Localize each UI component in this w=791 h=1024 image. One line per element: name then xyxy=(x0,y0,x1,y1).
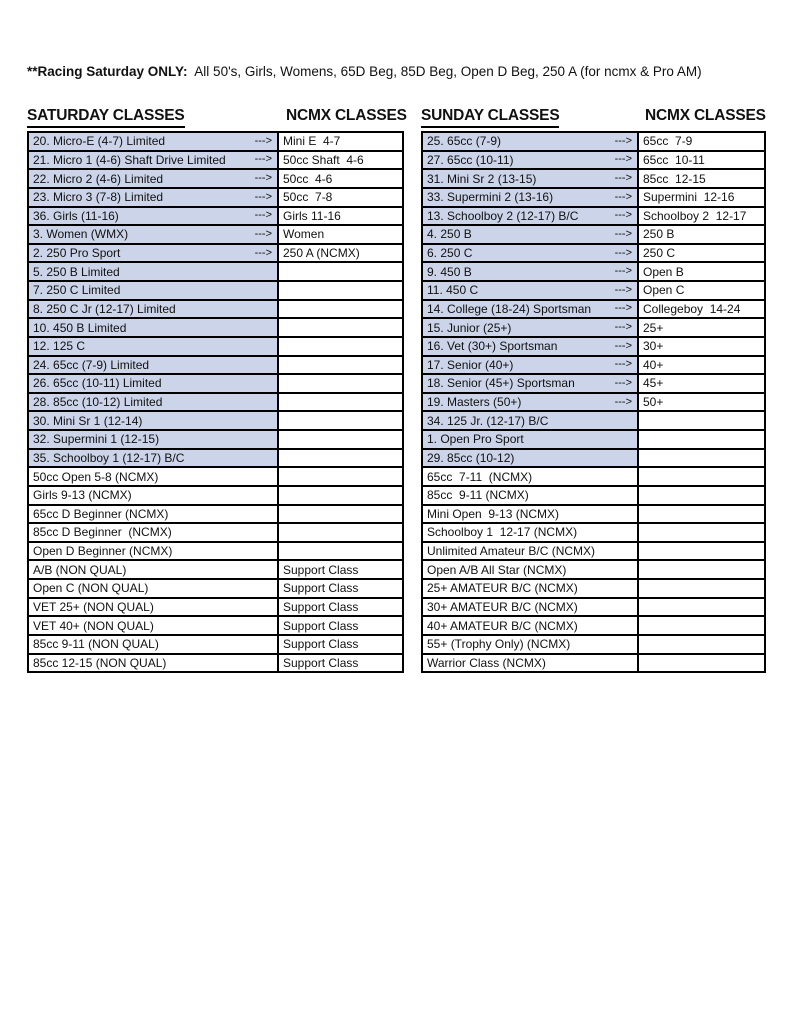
ncmx-cell xyxy=(279,506,402,523)
class-label: 15. Junior (25+) xyxy=(427,320,512,335)
class-cell xyxy=(423,170,639,187)
arrow-indicator: ---> xyxy=(614,302,632,315)
class-label: Mini Open 9-13 (NCMX) xyxy=(427,506,560,521)
saturday-classes-header: SATURDAY CLASSES xyxy=(27,107,185,128)
class-label: 30. Mini Sr 1 (12-14) xyxy=(33,413,143,428)
class-cell xyxy=(423,152,639,169)
ncmx-cell xyxy=(279,189,402,206)
table-row xyxy=(29,152,402,171)
class-cell xyxy=(29,636,279,653)
ncmx-cell xyxy=(639,580,764,597)
ncmx-cell xyxy=(279,431,402,448)
ncmx-cell xyxy=(639,412,764,429)
racing-note-bold: **Racing Saturday ONLY: xyxy=(27,64,188,79)
table-row xyxy=(423,636,764,655)
table-row xyxy=(29,375,402,394)
class-cell xyxy=(29,431,279,448)
class-cell xyxy=(423,450,639,467)
class-label: 65cc 7-11 (NCMX) xyxy=(427,469,533,484)
class-cell xyxy=(423,543,639,560)
table-row xyxy=(423,263,764,282)
class-label: 55+ (Trophy Only) (NCMX) xyxy=(427,637,571,652)
class-label: 4. 250 B xyxy=(427,227,472,242)
table-row xyxy=(29,226,402,245)
class-cell xyxy=(423,599,639,616)
class-cell xyxy=(29,319,279,336)
class-label: Warrior Class (NCMX) xyxy=(427,655,546,670)
class-cell xyxy=(423,319,639,336)
class-cell xyxy=(29,599,279,616)
ncmx-cell xyxy=(639,543,764,560)
table-row xyxy=(29,543,402,562)
ncmx-cell xyxy=(639,301,764,318)
ncmx-cell xyxy=(639,617,764,634)
ncmx-cell xyxy=(279,487,402,504)
class-label: 65cc D Beginner (NCMX) xyxy=(33,506,169,521)
ncmx-label: 45+ xyxy=(643,376,664,391)
ncmx-cell xyxy=(639,468,764,485)
class-cell xyxy=(423,468,639,485)
ncmx-label: Support Class xyxy=(283,581,359,596)
class-label: 85cc 12-15 (NON QUAL) xyxy=(33,655,167,670)
class-label: Schoolboy 1 12-17 (NCMX) xyxy=(427,525,578,540)
ncmx-label: Support Class xyxy=(283,599,359,614)
class-cell xyxy=(29,468,279,485)
class-cell xyxy=(423,487,639,504)
arrow-indicator: ---> xyxy=(614,209,632,222)
arrow-indicator: ---> xyxy=(614,246,632,259)
class-label: 2. 250 Pro Sport xyxy=(33,246,121,261)
class-label: 28. 85cc (10-12) Limited xyxy=(33,395,163,410)
class-label: VET 40+ (NON QUAL) xyxy=(33,618,154,633)
sunday-classes-header: SUNDAY CLASSES xyxy=(421,107,559,128)
class-cell xyxy=(29,506,279,523)
class-cell xyxy=(423,301,639,318)
table-row xyxy=(29,301,402,320)
ncmx-label: 85cc 12-15 xyxy=(643,171,706,186)
class-cell xyxy=(29,263,279,280)
table-row xyxy=(29,189,402,208)
class-cell xyxy=(423,263,639,280)
ncmx-label: Collegeboy 14-24 xyxy=(643,301,741,316)
sunday-classes-table xyxy=(421,131,766,673)
ncmx-cell xyxy=(639,245,764,262)
ncmx-cell xyxy=(639,394,764,411)
table-row xyxy=(29,450,402,469)
class-cell xyxy=(29,655,279,672)
class-label: 36. Girls (11-16) xyxy=(33,208,119,223)
ncmx-label: 50cc Shaft 4-6 xyxy=(283,152,364,167)
class-label: 12. 125 C xyxy=(33,339,86,354)
ncmx-cell xyxy=(279,617,402,634)
class-cell xyxy=(423,394,639,411)
ncmx-cell xyxy=(279,263,402,280)
table-row xyxy=(29,282,402,301)
table-row xyxy=(29,208,402,227)
ncmx-label: Girls 11-16 xyxy=(283,208,341,223)
class-cell xyxy=(423,655,639,672)
table-row xyxy=(423,189,764,208)
class-cell xyxy=(29,170,279,187)
ncmx-label: 65cc 7-9 xyxy=(643,134,693,149)
table-row xyxy=(423,431,764,450)
ncmx-cell xyxy=(279,450,402,467)
ncmx-label: Schoolboy 2 12-17 xyxy=(643,208,747,223)
table-row xyxy=(29,487,402,506)
ncmx-cell xyxy=(279,394,402,411)
class-cell xyxy=(29,338,279,355)
class-label: 21. Micro 1 (4-6) Shaft Drive Limited xyxy=(33,152,226,167)
table-row xyxy=(423,599,764,618)
ncmx-cell xyxy=(279,301,402,318)
class-cell xyxy=(29,450,279,467)
arrow-indicator: ---> xyxy=(614,153,632,166)
ncmx-cell xyxy=(279,170,402,187)
arrow-indicator: ---> xyxy=(254,209,272,222)
ncmx-label: 65cc 10-11 xyxy=(643,152,705,167)
arrow-indicator: ---> xyxy=(614,190,632,203)
ncmx-cell xyxy=(639,208,764,225)
ncmx-cell xyxy=(639,152,764,169)
class-label: 29. 85cc (10-12) xyxy=(427,450,515,465)
ncmx-cell xyxy=(639,133,764,150)
arrow-indicator: ---> xyxy=(254,246,272,259)
ncmx-cell xyxy=(279,282,402,299)
class-label: A/B (NON QUAL) xyxy=(33,562,127,577)
ncmx-label: Support Class xyxy=(283,637,359,652)
class-label: 30+ AMATEUR B/C (NCMX) xyxy=(427,599,578,614)
arrow-indicator: ---> xyxy=(614,339,632,352)
table-row xyxy=(423,282,764,301)
class-label: 32. Supermini 1 (12-15) xyxy=(33,432,160,447)
class-label: 85cc D Beginner (NCMX) xyxy=(33,525,172,540)
class-label: 40+ AMATEUR B/C (NCMX) xyxy=(427,618,578,633)
class-cell xyxy=(29,245,279,262)
ncmx-label: Support Class xyxy=(283,618,359,633)
ncmx-cell xyxy=(279,133,402,150)
class-cell xyxy=(423,506,639,523)
class-label: 25. 65cc (7-9) xyxy=(427,134,502,149)
ncmx-label: Women xyxy=(283,227,325,242)
ncmx-cell xyxy=(639,506,764,523)
class-label: 9. 450 B xyxy=(427,264,472,279)
class-label: 34. 125 Jr. (12-17) B/C xyxy=(427,413,549,428)
class-label: Open D Beginner (NCMX) xyxy=(33,544,173,559)
class-label: 24. 65cc (7-9) Limited xyxy=(33,357,150,372)
ncmx-cell xyxy=(279,319,402,336)
class-label: 8. 250 C Jr (12-17) Limited xyxy=(33,301,176,316)
class-label: Girls 9-13 (NCMX) xyxy=(33,488,132,503)
class-label: 10. 450 B Limited xyxy=(33,320,127,335)
ncmx-cell xyxy=(279,357,402,374)
ncmx-cell xyxy=(279,152,402,169)
table-row xyxy=(423,338,764,357)
ncmx-cell xyxy=(639,319,764,336)
table-row xyxy=(423,487,764,506)
class-cell xyxy=(423,357,639,374)
table-row xyxy=(423,561,764,580)
ncmx-label: 40+ xyxy=(643,357,664,372)
ncmx-cell xyxy=(279,338,402,355)
ncmx-cell xyxy=(279,599,402,616)
arrow-indicator: ---> xyxy=(614,358,632,371)
class-label: VET 25+ (NON QUAL) xyxy=(33,599,154,614)
arrow-indicator: ---> xyxy=(254,153,272,166)
class-cell xyxy=(29,282,279,299)
ncmx-cell xyxy=(639,450,764,467)
table-row xyxy=(29,506,402,525)
table-row xyxy=(29,431,402,450)
table-row xyxy=(29,580,402,599)
class-cell xyxy=(423,338,639,355)
arrow-indicator: ---> xyxy=(614,227,632,240)
table-row xyxy=(423,245,764,264)
ncmx-cell xyxy=(639,636,764,653)
class-label: 16. Vet (30+) Sportsman xyxy=(427,339,558,354)
ncmx-cell xyxy=(639,375,764,392)
arrow-indicator: ---> xyxy=(614,283,632,296)
class-cell xyxy=(29,152,279,169)
ncmx-cell xyxy=(279,655,402,672)
arrow-indicator: ---> xyxy=(614,321,632,334)
table-row xyxy=(29,263,402,282)
ncmx-cell xyxy=(639,170,764,187)
class-cell xyxy=(423,189,639,206)
table-row xyxy=(29,394,402,413)
ncmx-cell xyxy=(279,226,402,243)
table-row xyxy=(29,245,402,264)
table-row xyxy=(29,655,402,672)
ncmx-cell xyxy=(639,263,764,280)
class-label: 22. Micro 2 (4-6) Limited xyxy=(33,171,164,186)
class-cell xyxy=(423,561,639,578)
class-label: 50cc Open 5-8 (NCMX) xyxy=(33,469,159,484)
ncmx-label: Support Class xyxy=(283,655,359,670)
table-row xyxy=(423,357,764,376)
class-label: 85cc 9-11 (NCMX) xyxy=(427,488,529,503)
class-label: 11. 450 C xyxy=(427,283,479,298)
ncmx-cell xyxy=(639,226,764,243)
ncmx-cell xyxy=(639,655,764,672)
class-label: 14. College (18-24) Sportsman xyxy=(427,301,592,316)
table-row xyxy=(423,170,764,189)
arrow-indicator: ---> xyxy=(254,172,272,185)
table-row xyxy=(423,655,764,672)
table-row xyxy=(423,506,764,525)
table-row xyxy=(29,170,402,189)
class-label: 23. Micro 3 (7-8) Limited xyxy=(33,190,164,205)
table-row xyxy=(423,468,764,487)
class-label: 18. Senior (45+) Sportsman xyxy=(427,376,575,391)
class-label: 3. Women (WMX) xyxy=(33,227,129,242)
class-label: 26. 65cc (10-11) Limited xyxy=(33,376,162,391)
arrow-indicator: ---> xyxy=(254,227,272,240)
ncmx-cell xyxy=(279,524,402,541)
arrow-indicator: ---> xyxy=(254,134,272,147)
table-row xyxy=(423,450,764,469)
class-label: 17. Senior (40+) xyxy=(427,357,514,372)
ncmx-cell xyxy=(639,524,764,541)
table-row xyxy=(29,412,402,431)
ncmx-label: Mini E 4-7 xyxy=(283,134,341,149)
table-row xyxy=(423,524,764,543)
ncmx-cell xyxy=(279,543,402,560)
class-cell xyxy=(423,617,639,634)
class-label: Unlimited Amateur B/C (NCMX) xyxy=(427,544,596,559)
arrow-indicator: ---> xyxy=(614,172,632,185)
ncmx-label: Support Class xyxy=(283,562,359,577)
table-row xyxy=(423,319,764,338)
class-cell xyxy=(29,394,279,411)
ncmx-cell xyxy=(279,561,402,578)
table-row xyxy=(423,543,764,562)
ncmx-label: Open B xyxy=(643,264,684,279)
class-label: 25+ AMATEUR B/C (NCMX) xyxy=(427,581,578,596)
table-row xyxy=(29,357,402,376)
table-row xyxy=(423,301,764,320)
class-label: 6. 250 C xyxy=(427,246,473,261)
table-row xyxy=(29,133,402,152)
class-label: 7. 250 C Limited xyxy=(33,283,121,298)
racing-note xyxy=(27,64,702,79)
table-row xyxy=(29,319,402,338)
class-label: 13. Schoolboy 2 (12-17) B/C xyxy=(427,208,579,223)
class-cell xyxy=(29,226,279,243)
class-cell xyxy=(423,133,639,150)
ncmx-cell xyxy=(639,338,764,355)
class-cell xyxy=(29,208,279,225)
ncmx-cell xyxy=(639,357,764,374)
class-label: 19. Masters (50+) xyxy=(427,395,522,410)
class-cell xyxy=(29,543,279,560)
ncmx-cell xyxy=(639,282,764,299)
ncmx-cell xyxy=(639,561,764,578)
class-label: 31. Mini Sr 2 (13-15) xyxy=(427,171,537,186)
ncmx-label: 50cc 4-6 xyxy=(283,171,333,186)
ncmx-cell xyxy=(279,636,402,653)
racing-note-rest: All 50's, Girls, Womens, 65D Beg, 85D Beg, Open D Beg, 250 A (for ncmx & Pro AM) xyxy=(187,64,702,79)
ncmx-cell xyxy=(639,599,764,616)
table-row xyxy=(423,412,764,431)
class-label: 20. Micro-E (4-7) Limited xyxy=(33,134,166,149)
class-label: Open A/B All Star (NCMX) xyxy=(427,562,567,577)
class-cell xyxy=(29,375,279,392)
class-cell xyxy=(423,208,639,225)
class-label: 33. Supermini 2 (13-16) xyxy=(427,190,554,205)
ncmx-cell xyxy=(279,208,402,225)
ncmx-label: Supermini 12-16 xyxy=(643,190,735,205)
class-label: 85cc 9-11 (NON QUAL) xyxy=(33,637,159,652)
class-label: 1. Open Pro Sport xyxy=(427,432,524,447)
ncmx-label: 30+ xyxy=(643,339,664,354)
table-row xyxy=(29,524,402,543)
table-row xyxy=(423,152,764,171)
ncmx-cell xyxy=(279,580,402,597)
class-cell xyxy=(29,487,279,504)
ncmx-label: 50+ xyxy=(643,395,664,410)
class-cell xyxy=(423,412,639,429)
class-label: Open C (NON QUAL) xyxy=(33,581,149,596)
class-label: 27. 65cc (10-11) xyxy=(427,152,514,167)
class-cell xyxy=(29,524,279,541)
ncmx-cell xyxy=(639,189,764,206)
class-cell xyxy=(423,282,639,299)
ncmx-label: 250 A (NCMX) xyxy=(283,246,360,261)
class-cell xyxy=(29,617,279,634)
column-headers xyxy=(0,107,791,129)
ncmx-label: 25+ xyxy=(643,320,664,335)
table-row xyxy=(29,636,402,655)
table-row xyxy=(423,226,764,245)
ncmx-classes-header-right: NCMX CLASSES xyxy=(645,107,766,124)
class-cell xyxy=(29,301,279,318)
table-row xyxy=(423,617,764,636)
class-cell xyxy=(423,580,639,597)
class-cell xyxy=(423,524,639,541)
ncmx-cell xyxy=(279,245,402,262)
table-row xyxy=(29,561,402,580)
ncmx-label: 250 B xyxy=(643,227,675,242)
class-cell xyxy=(29,133,279,150)
arrow-indicator: ---> xyxy=(614,395,632,408)
arrow-indicator: ---> xyxy=(254,190,272,203)
table-row xyxy=(29,599,402,618)
class-label: 35. Schoolboy 1 (12-17) B/C xyxy=(33,450,185,465)
class-cell xyxy=(29,561,279,578)
class-cell xyxy=(423,226,639,243)
ncmx-cell xyxy=(279,468,402,485)
class-cell xyxy=(423,431,639,448)
ncmx-classes-header-left: NCMX CLASSES xyxy=(286,107,407,124)
class-cell xyxy=(423,245,639,262)
table-row xyxy=(29,617,402,636)
class-cell xyxy=(29,357,279,374)
class-cell xyxy=(29,580,279,597)
table-row xyxy=(423,394,764,413)
ncmx-cell xyxy=(639,487,764,504)
class-label: 5. 250 B Limited xyxy=(33,264,120,279)
saturday-classes-table xyxy=(27,131,404,673)
arrow-indicator: ---> xyxy=(614,265,632,278)
table-row xyxy=(423,375,764,394)
table-row xyxy=(423,133,764,152)
ncmx-label: 50cc 7-8 xyxy=(283,190,333,205)
class-cell xyxy=(423,375,639,392)
table-row xyxy=(423,208,764,227)
table-row xyxy=(423,580,764,599)
ncmx-label: 250 C xyxy=(643,246,676,261)
class-cell xyxy=(29,189,279,206)
arrow-indicator: ---> xyxy=(614,376,632,389)
class-cell xyxy=(423,636,639,653)
class-cell xyxy=(29,412,279,429)
ncmx-label: Open C xyxy=(643,283,685,298)
ncmx-cell xyxy=(639,431,764,448)
table-row xyxy=(29,468,402,487)
arrow-indicator: ---> xyxy=(614,134,632,147)
table-row xyxy=(29,338,402,357)
ncmx-cell xyxy=(279,375,402,392)
ncmx-cell xyxy=(279,412,402,429)
